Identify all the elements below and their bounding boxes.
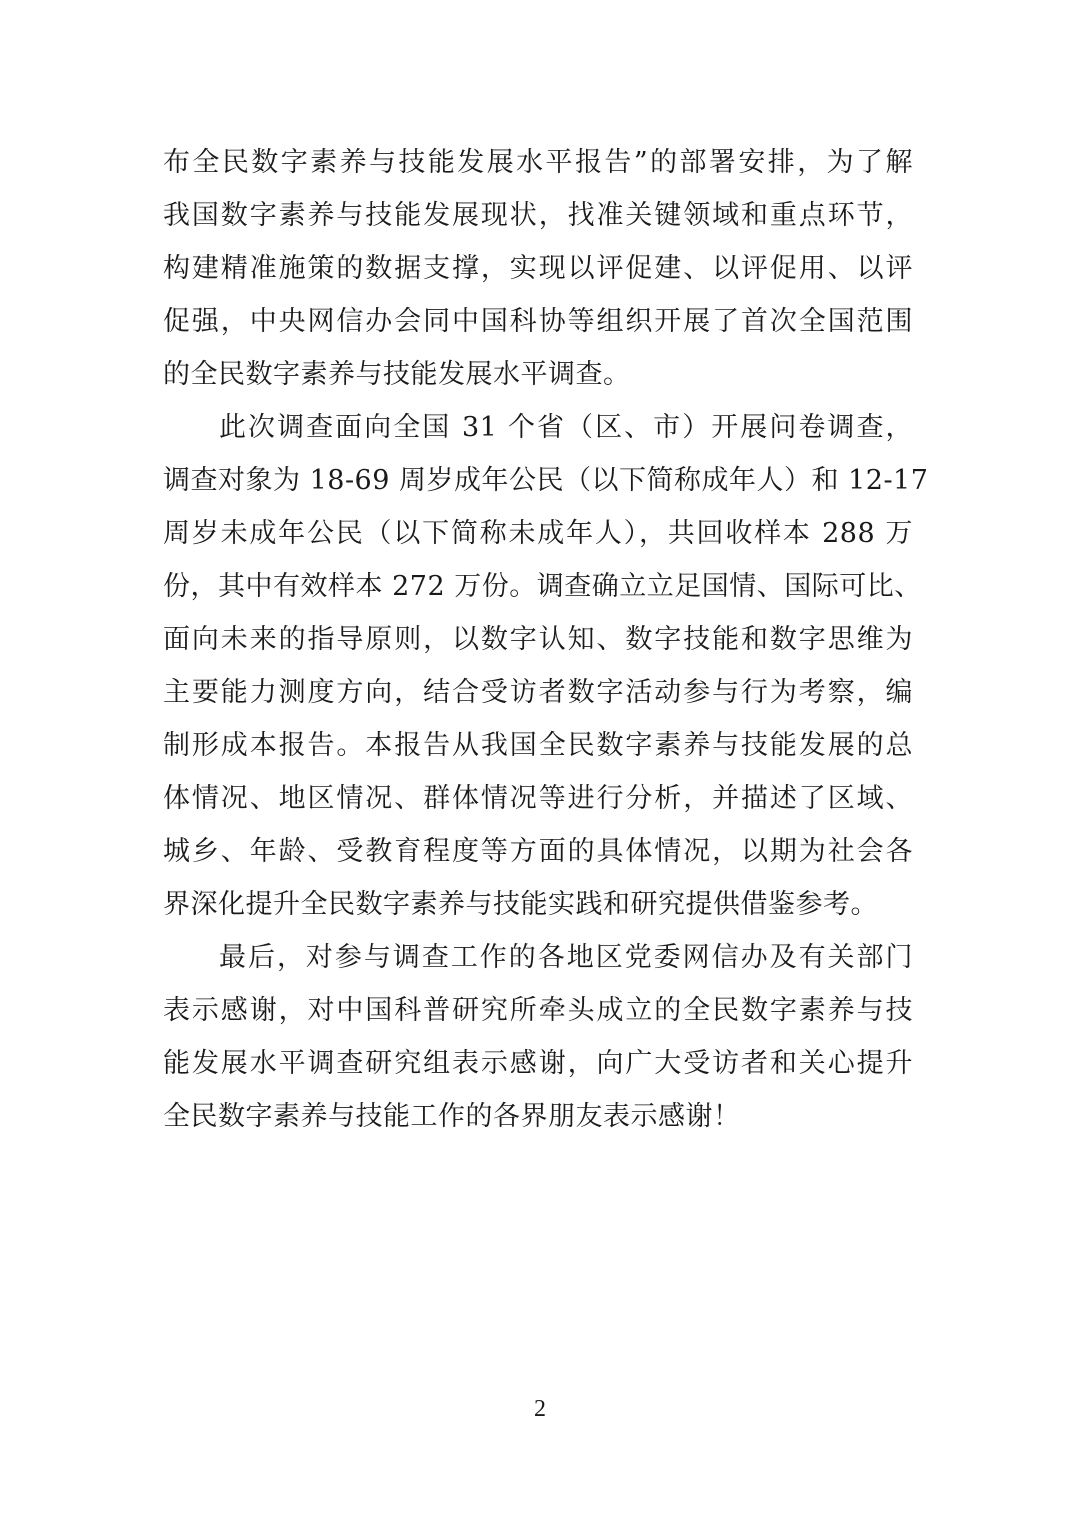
text-line: 制形成本报告。本报告从我国全民数字素养与技能发展的总 bbox=[163, 730, 913, 761]
page-number: 2 bbox=[534, 1396, 546, 1422]
text-line: 周岁未成年公民（以下简称未成年人），共回收样本 288 万 bbox=[163, 518, 913, 549]
paragraph-3 bbox=[163, 931, 913, 1143]
text-line: 调查对象为 18-69 周岁成年公民（以下简称成年人）和 12-17 bbox=[163, 465, 929, 496]
text-line: 能发展水平调查研究组表示感谢，向广大受访者和关心提升 bbox=[163, 1048, 913, 1079]
text-line: 促强，中央网信办会同中国科协等组织开展了首次全国范围 bbox=[163, 306, 913, 337]
text-line: 的全民数字素养与技能发展水平调查。 bbox=[163, 359, 631, 390]
paragraph-1 bbox=[163, 136, 913, 401]
text-line: 城乡、年龄、受教育程度等方面的具体情况，以期为社会各 bbox=[163, 836, 913, 867]
text-line: 我国数字素养与技能发展现状，找准关键领域和重点环节， bbox=[163, 200, 913, 231]
text-line: 构建精准施策的数据支撑，实现以评促建、以评促用、以评 bbox=[163, 253, 913, 284]
text-line: 界深化提升全民数字素养与技能实践和研究提供借鉴参考。 bbox=[163, 889, 878, 920]
text-line: 全民数字素养与技能工作的各界朋友表示感谢！ bbox=[163, 1101, 741, 1132]
text-line: 此次调查面向全国 31 个省（区、市）开展问卷调查， bbox=[219, 412, 913, 443]
body-text bbox=[163, 136, 929, 1143]
text-line: 布全民数字素养与技能发展水平报告”的部署安排，为了解 bbox=[163, 147, 913, 178]
text-line: 面向未来的指导原则，以数字认知、数字技能和数字思维为 bbox=[163, 624, 913, 655]
text-line: 最后，对参与调查工作的各地区党委网信办及有关部门 bbox=[219, 942, 913, 973]
text-line: 主要能力测度方向，结合受访者数字活动参与行为考察，编 bbox=[163, 677, 913, 708]
paragraph-2 bbox=[163, 401, 929, 931]
text-line: 份，其中有效样本 272 万份。调查确立立足国情、国际可比、 bbox=[163, 571, 922, 602]
text-line: 体情况、地区情况、群体情况等进行分析，并描述了区域、 bbox=[163, 783, 913, 814]
text-line: 表示感谢，对中国科普研究所牵头成立的全民数字素养与技 bbox=[163, 995, 913, 1026]
